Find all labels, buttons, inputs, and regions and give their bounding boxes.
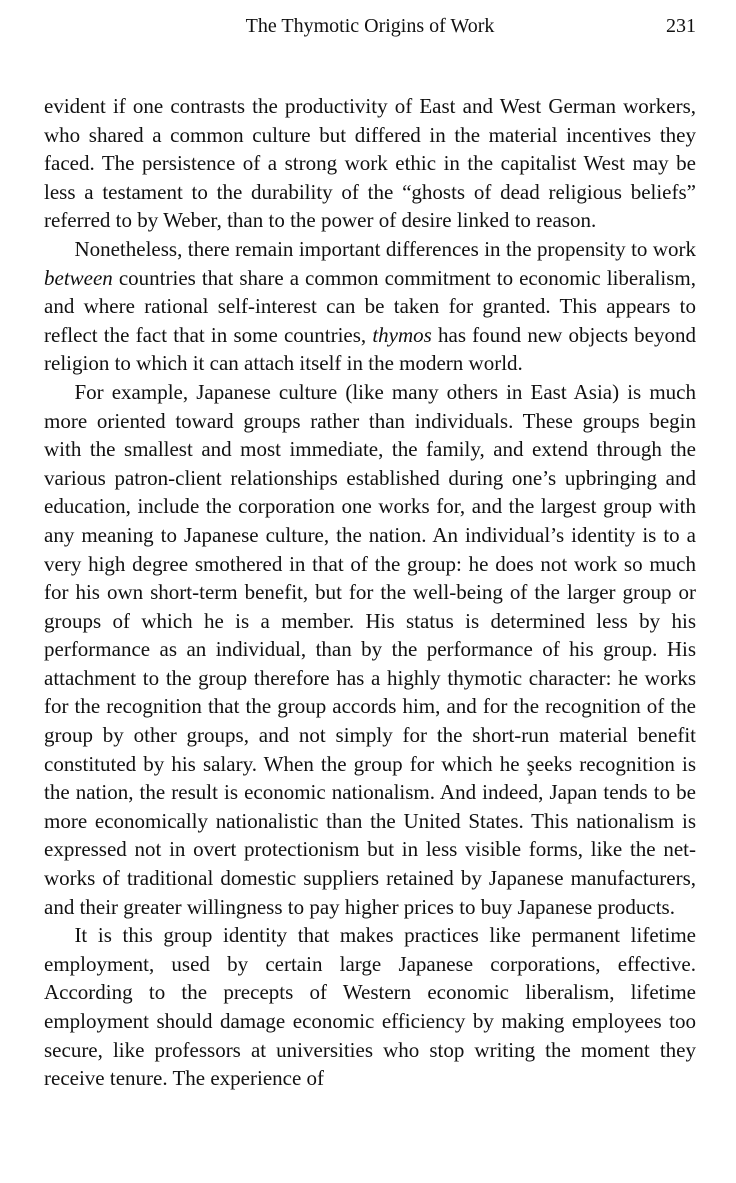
italic-run: thymos [372, 322, 432, 347]
text-run: evident if one contrasts the productivity of East and West German workers, who shared a common culture but differed in the material incentives they faced. The persistence of a strong work ethic in the capitalist West may be less a testament to the durability of the “ghosts of dead religious beliefs” referred to by Weber, than to the power of desire linked to reason. [44, 94, 696, 233]
paragraph-1 [44, 92, 696, 235]
paragraph-4 [44, 921, 696, 1093]
paragraph-2 [44, 235, 696, 378]
text-run: has found new objects beyond religion to which it can attach itself in the modern world. [44, 322, 696, 376]
running-title: The Thymotic Origins of Work [245, 15, 495, 37]
text-run: countries that share a common commitment to economic liberalism, and where rational self-interest can be taken for granted. This appears to reflect the fact that in some countries, [44, 265, 696, 347]
running-head [44, 12, 696, 46]
text-run: For example, Japanese culture (like many others in East Asia) is much more oriented toward groups rather than individuals. These groups begin with the smallest and most immediate, the family, and extend through the various patron-client relationships established during one’s upbringing and education, include the corporation one works for, and the largest group with any meaning to Japanese culture, the nation. An individual’s identity is to a very high degree smothered in that of the group: he does not work so much for his own short-term benefit, but for the well-being of the larger group or groups of which he is a member. His status is determined less by his performance as an individual, than by the performance of his group. His attachment to the group therefore has a highly thymotic character: he works for the recognition that the group accords him, and for the recognition of the group by other groups, and not simply for the short-run material benefit constituted by his salary. When the group for which he şeeks recognition is the nation, the result is economic nationalism. And indeed, Japan tends to be more economically nationalistic than the United States. This nationalism is expressed not in overt protectionism but in less visible forms, like the networks of traditional domestic suppliers retained by Japanese manufacturers, and their greater willingness to pay higher prices to buy Japanese products. [44, 379, 696, 919]
body-text [44, 92, 696, 1093]
paragraph-3 [44, 378, 696, 921]
italic-run: between [44, 265, 113, 290]
text-run: It is this group identity that makes practices like permanent lifetime employment, used by certain large Japanese corporations, effective. According to the precepts of Western economic liberalism, lifetime employment should damage economic efficiency by making employees too secure, like professors at universities who stop writing the moment they receive tenure. The experience of [44, 923, 696, 1091]
text-run: Nonetheless, there remain important differences in the propensity to work [74, 236, 696, 261]
book-page [44, 12, 696, 1093]
page-number: 231 [666, 15, 696, 37]
